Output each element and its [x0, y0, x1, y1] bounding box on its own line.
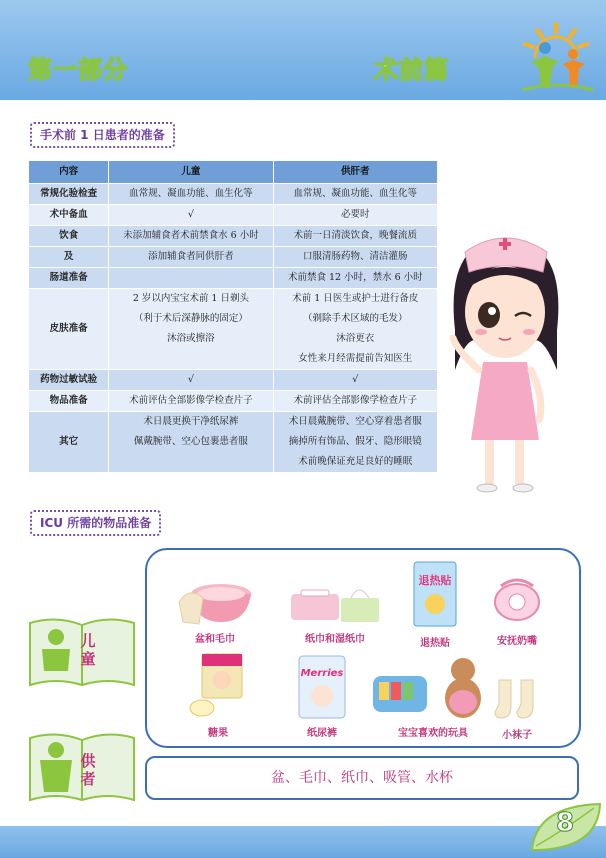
row-label: 其它 — [29, 412, 109, 473]
cell-line: 沐浴或擦浴 — [167, 333, 215, 344]
row-label: 肠道准备 — [29, 268, 109, 289]
candy-icon — [188, 652, 248, 720]
cell-line: 术前晚保证充足良好的睡眠 — [298, 456, 413, 467]
page-number: 8 — [556, 808, 575, 838]
donor-cell: 血常规、凝血功能、血生化等 — [273, 184, 437, 205]
child-cell: 血常规、凝血功能、血生化等 — [109, 184, 273, 205]
cell-line — [109, 452, 272, 472]
donor-cell: 术前一日清淡饮食，晚餐流质 — [273, 226, 437, 247]
table-row — [29, 289, 438, 370]
child-cell: 未添加辅食者术前禁食水 6 小时 — [109, 226, 273, 247]
item-pacifier — [481, 576, 553, 647]
cell-line: 术日晨戴腕带、空心穿着患者服 — [288, 416, 422, 427]
item-toys — [363, 654, 503, 739]
table-row — [29, 226, 438, 247]
section-label-icu-items: ICU 所需的物品准备 — [30, 510, 161, 536]
item-tissues-wipes — [287, 580, 383, 645]
heat-patch-icon — [410, 558, 460, 630]
item-fever-patch — [405, 558, 465, 649]
item-basin-towel — [175, 572, 255, 645]
table-row — [29, 205, 438, 226]
cell-line: （剃除手术区域的毛发） — [303, 313, 408, 324]
child-items-panel — [145, 548, 581, 748]
donor-cell: 必要时 — [273, 205, 437, 226]
pacifier-icon — [491, 576, 543, 628]
cell-line: （利于术后深静脉的固定） — [133, 313, 248, 324]
item-socks — [487, 678, 547, 741]
item-caption: 宝宝喜欢的玩具 — [398, 728, 468, 739]
donor-cell — [273, 289, 437, 370]
donor-cell: √ — [273, 370, 437, 391]
cell-line: 术前 1 日医生或护士进行备皮 — [292, 293, 419, 304]
row-label: 常规化验检查 — [29, 184, 109, 205]
nurse-illustration-icon — [435, 220, 575, 500]
item-caption: 纸巾和湿纸巾 — [305, 634, 365, 645]
table-row — [29, 412, 438, 473]
section-label-preop-day: 手术前 1 日患者的准备 — [30, 122, 175, 148]
table-header-row — [29, 161, 438, 184]
cell-line: 女性来月经需提前告知医生 — [298, 353, 413, 364]
table-row — [29, 247, 438, 268]
cell-line: 摘掉所有饰品、假牙、隐形眼镜 — [288, 436, 422, 447]
item-caption: 纸尿裤 — [307, 728, 337, 739]
patch-package-text: 退热贴 — [418, 574, 452, 587]
cell-line: 沐浴更衣 — [336, 333, 375, 344]
tissue-wipes-icon — [287, 580, 383, 626]
row-label: 术中备血 — [29, 205, 109, 226]
family-sun-logo-icon — [515, 18, 597, 98]
diaper-package-text: Merries — [300, 668, 344, 679]
cell-line: 佩戴腕带、空心包裹患者服 — [133, 436, 248, 447]
chapter-title: 术前篇 — [374, 56, 449, 84]
cell-line — [109, 349, 272, 369]
row-label: 饮食 — [29, 226, 109, 247]
toy-icon — [363, 654, 503, 720]
donor-label: 供者 — [80, 752, 96, 788]
child-cell — [109, 268, 273, 289]
basin-towel-icon — [175, 572, 255, 626]
child-cell: √ — [109, 370, 273, 391]
donor-cell: 口服清肠药物、清洁灌肠 — [273, 247, 437, 268]
cell-line: 2 岁以内宝宝术前 1 日剃头 — [132, 293, 249, 304]
child-cell: 添加辅食者同供肝者 — [109, 247, 273, 268]
item-caption: 安抚奶嘴 — [497, 636, 537, 647]
child-cell: √ — [109, 205, 273, 226]
cell-line: 术日晨更换干净纸尿裤 — [143, 416, 239, 427]
preparation-table — [28, 160, 438, 473]
item-candy — [183, 652, 253, 739]
child-cell — [109, 289, 273, 370]
footer-band — [0, 826, 606, 858]
table-row — [29, 391, 438, 412]
child-label: 儿童 — [80, 632, 96, 668]
row-label: 物品准备 — [29, 391, 109, 412]
item-caption: 糖果 — [208, 728, 228, 739]
column-header-content: 内容 — [29, 161, 109, 184]
row-label: 及 — [29, 247, 109, 268]
column-header-child: 儿童 — [109, 161, 273, 184]
child-cell: 术前评估全部影像学检查片子 — [109, 391, 273, 412]
child-cell — [109, 412, 273, 473]
item-caption: 盆和毛巾 — [195, 634, 235, 645]
table-row — [29, 370, 438, 391]
donor-cell: 术前禁食 12 小时，禁水 6 小时 — [273, 268, 437, 289]
donor-cell: 术前评估全部影像学检查片子 — [273, 391, 437, 412]
table-row — [29, 184, 438, 205]
item-caption: 小袜子 — [502, 730, 532, 741]
item-diapers — [287, 654, 357, 739]
donor-items-box: 盆、毛巾、纸巾、吸管、水杯 — [145, 756, 579, 800]
socks-icon — [493, 678, 541, 722]
row-label: 药物过敏试验 — [29, 370, 109, 391]
item-caption: 退热贴 — [420, 638, 450, 649]
part-title: 第一部分 — [28, 56, 128, 84]
diaper-icon — [295, 654, 349, 720]
column-header-donor: 供肝者 — [273, 161, 437, 184]
row-label: 皮肤准备 — [29, 289, 109, 370]
table-row — [29, 268, 438, 289]
donor-cell — [273, 412, 437, 473]
